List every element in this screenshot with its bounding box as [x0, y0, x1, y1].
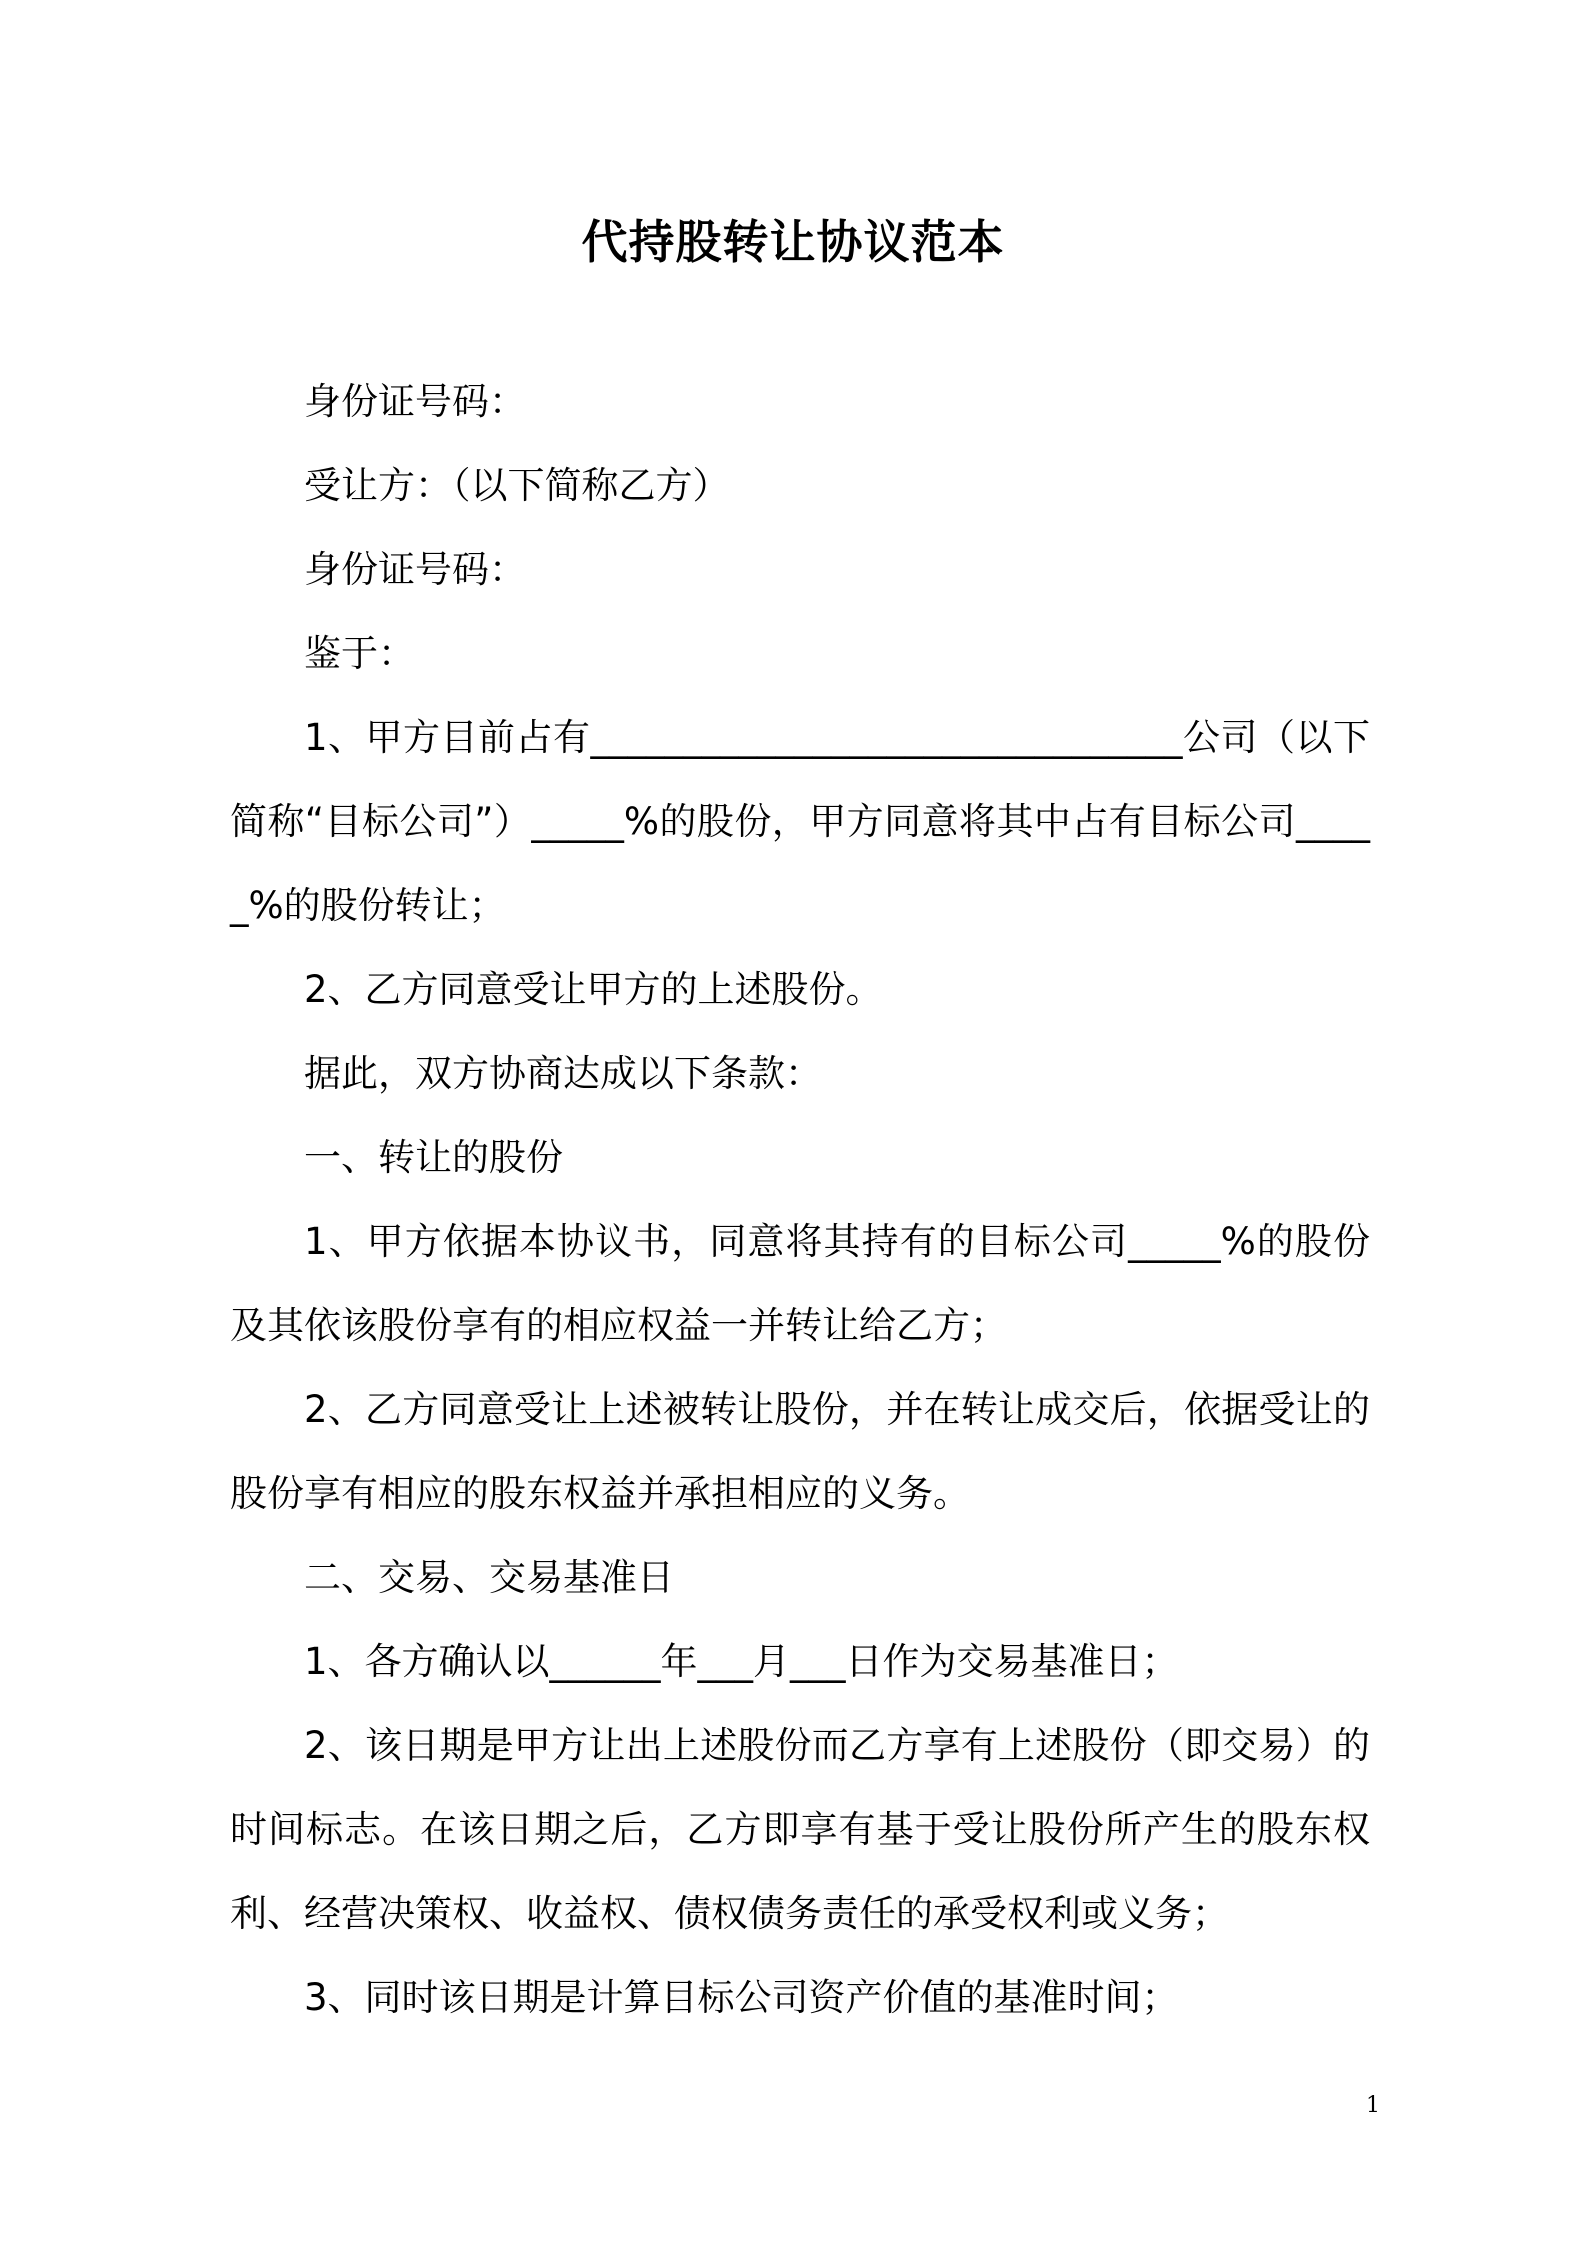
- paragraph-section1-item1: 1、甲方依据本协议书，同意将其持有的目标公司_____%的股份及其依该股份享有的相应权益一并转让给乙方；: [230, 1220, 1370, 1347]
- paragraph-whereas-1: 1、甲方目前占有________________________________公司（以下简称“目标公司”）_____%的股份，甲方同意将其中占有目标公司_____%的股份转让；: [230, 716, 1370, 927]
- paragraph-section2-item3: 3、同时该日期是计算目标公司资产价值的基准时间；: [304, 1976, 1179, 2019]
- section-heading-transferred-shares: 一、转让的股份: [304, 1136, 563, 1179]
- paragraph-id-number-1: 身份证号码：: [304, 380, 526, 423]
- document-body: [230, 360, 1370, 2040]
- paragraph-section2-item1: 1、各方确认以______年___月___日作为交易基准日；: [304, 1640, 1179, 1683]
- document-title: 代持股转让协议范本: [581, 215, 1005, 269]
- paragraph-whereas-2: 2、乙方同意受让甲方的上述股份。: [304, 968, 883, 1011]
- paragraph-id-number-2: 身份证号码：: [304, 548, 526, 591]
- paragraph-transferee: 受让方：（以下简称乙方）: [304, 464, 730, 507]
- paragraph-section2-item2: 2、该日期是甲方让出上述股份而乙方享有上述股份（即交易）的时间标志。在该日期之后，乙方即享有基于受让股份所产生的股东权利、经营决策权、收益权、债权债务责任的承受权利或义务；: [230, 1724, 1370, 1935]
- paragraph-agreement-intro: 据此，双方协商达成以下条款：: [304, 1052, 822, 1095]
- paragraph-section1-item2: 2、乙方同意受让上述被转让股份，并在转让成交后，依据受让的股份享有相应的股东权益并承担相应的义务。: [230, 1388, 1370, 1515]
- section-heading-transaction-date: 二、交易、交易基准日: [304, 1556, 674, 1599]
- paragraph-whereas: 鉴于：: [304, 632, 415, 675]
- page-number: 1: [1366, 2093, 1380, 2118]
